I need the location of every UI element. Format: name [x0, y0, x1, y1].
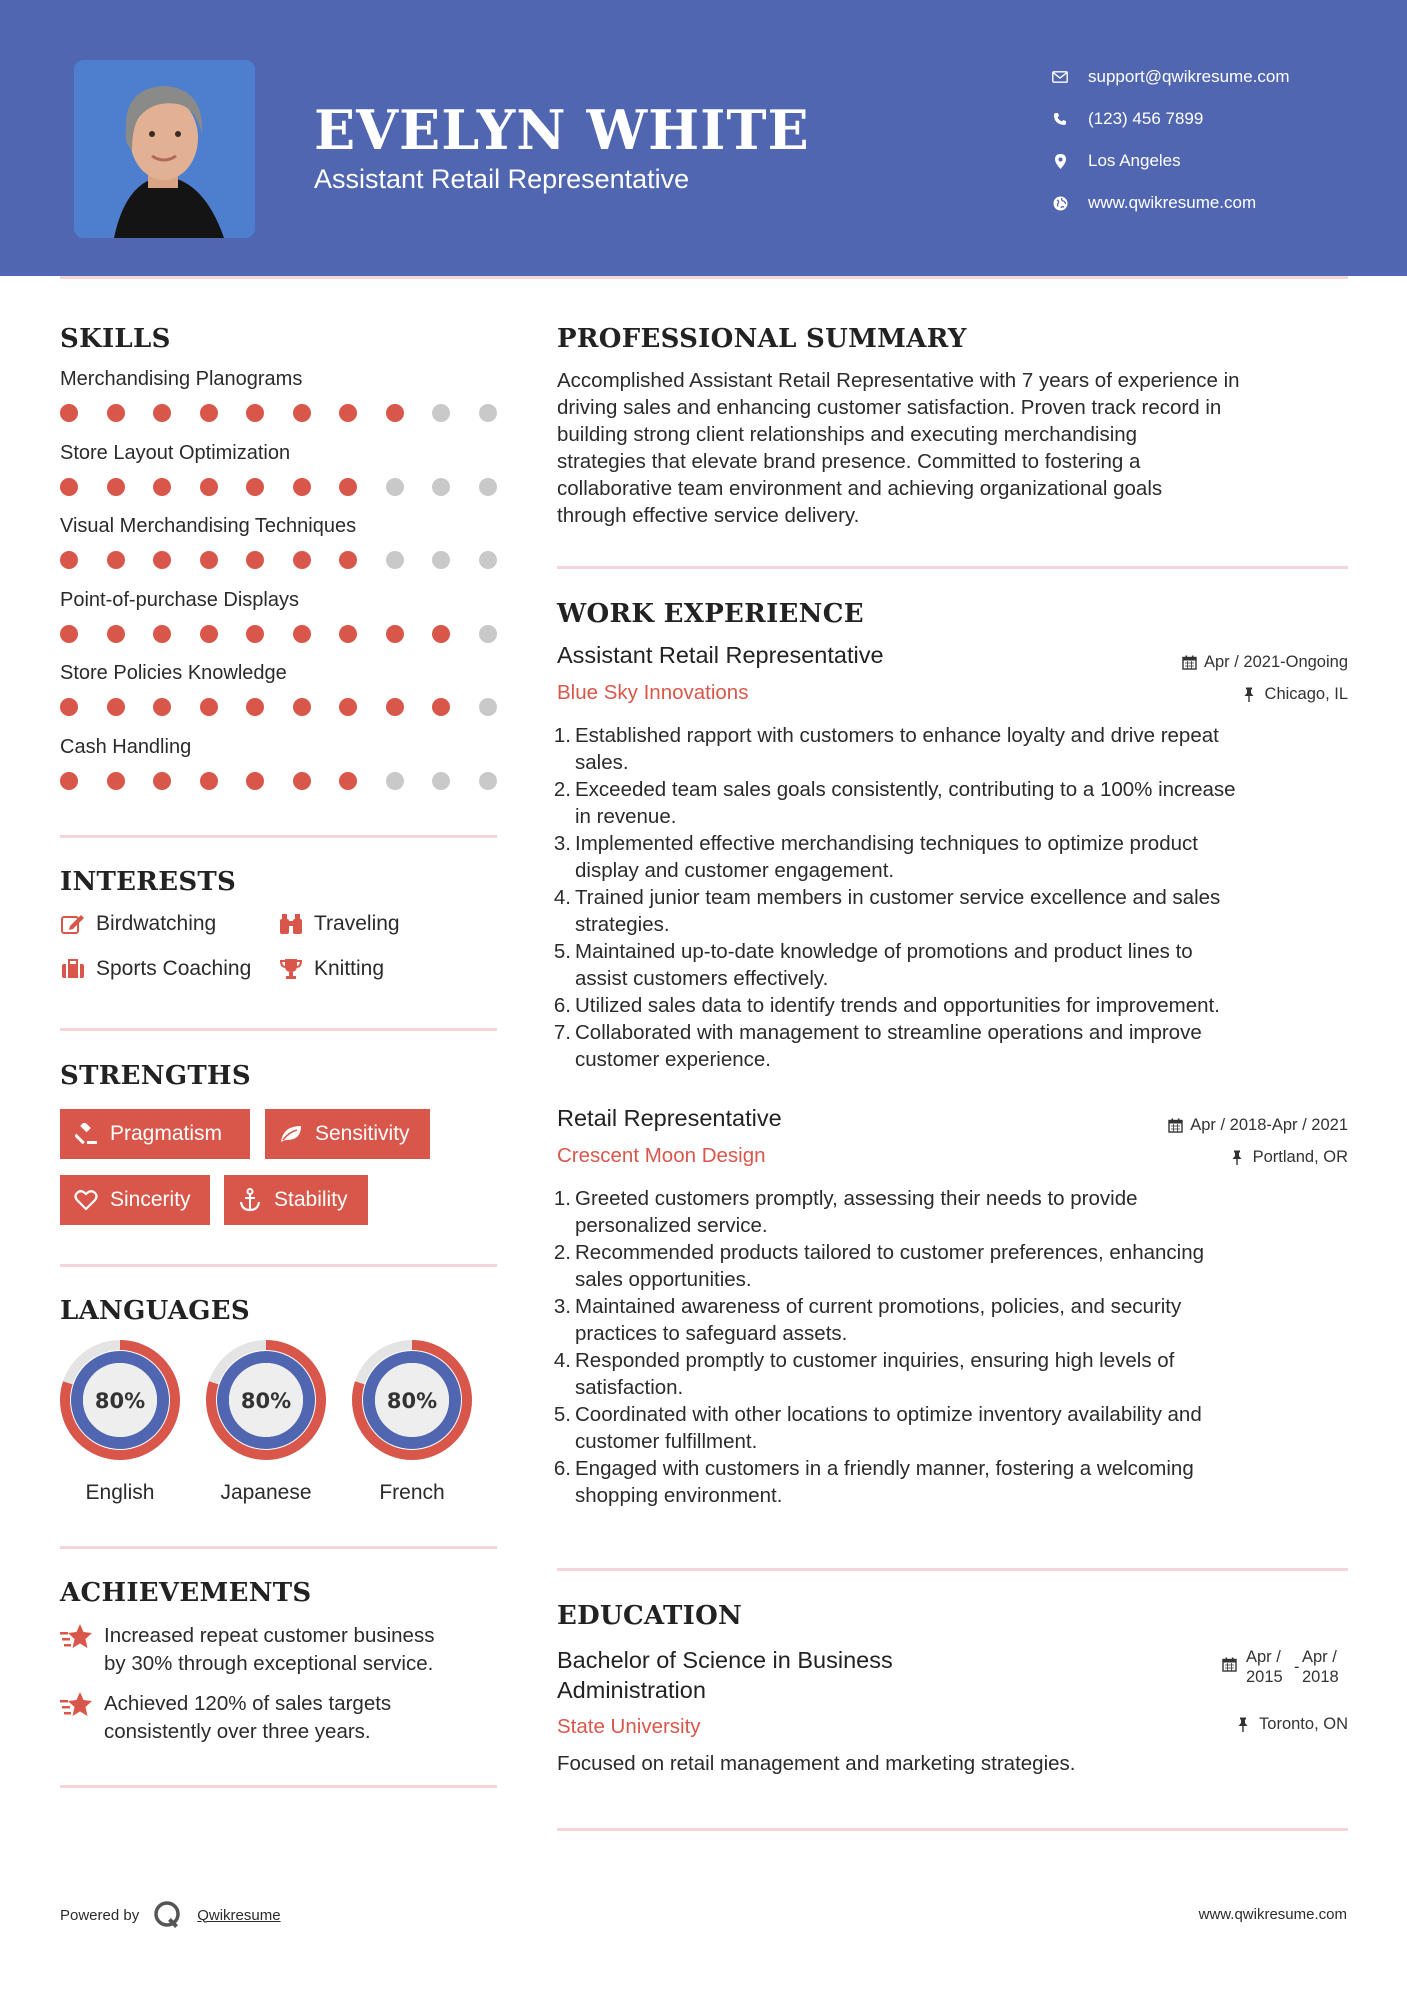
interest-item: [278, 911, 400, 937]
language-donut: [350, 1338, 474, 1462]
job-location: [1231, 1148, 1348, 1167]
education-description: Focused on retail management and marketing strategies.: [557, 1752, 1076, 1775]
header: [0, 0, 1407, 276]
item-number: 4.: [553, 1349, 571, 1372]
contact-list: [1050, 56, 1290, 224]
rating-dot-filled: [293, 478, 311, 496]
responsibility-line: Established rapport with customers to enhance loyalty and drive repeat: [575, 724, 1219, 747]
rating-dot-empty: [432, 772, 450, 790]
item-number: 6.: [553, 994, 571, 1017]
calendar-icon: [1168, 1118, 1184, 1134]
date-part: 2018: [1302, 1668, 1339, 1686]
company-name: Crescent Moon Design: [557, 1144, 766, 1167]
language-item: [350, 1338, 474, 1505]
rating-dot-filled: [200, 551, 218, 569]
rating-dot-filled: [432, 625, 450, 643]
rating-dot-filled: [60, 478, 78, 496]
skill-name: Store Policies Knowledge: [60, 662, 287, 684]
rating-dot-empty: [479, 772, 497, 790]
calendar-icon: [1222, 1657, 1238, 1673]
summary-line: Accomplished Assistant Retail Representative with 7 years of experience in: [557, 369, 1240, 392]
envelope-icon: [1050, 67, 1070, 87]
education-end: [1302, 1647, 1348, 1687]
rating-dot-filled: [60, 551, 78, 569]
rating-dot-empty: [479, 478, 497, 496]
rating-dot-filled: [339, 772, 357, 790]
rating-dot-filled: [60, 404, 78, 422]
rating-dot-filled: [293, 625, 311, 643]
rating-dot-empty: [479, 551, 497, 569]
star-icon: [60, 1690, 94, 1720]
education-location: [1237, 1715, 1348, 1734]
header-divider: [60, 276, 1348, 279]
pushpin-icon: [1237, 1717, 1253, 1733]
rating-dot-filled: [107, 478, 125, 496]
responsibility-line: practices to safeguard assets.: [575, 1322, 848, 1345]
rating-dot-filled: [246, 404, 264, 422]
responsibility-line: Engaged with customers in a friendly manner, fostering a welcoming: [575, 1457, 1194, 1480]
achievement-item: [60, 1690, 391, 1746]
footer-website[interactable]: www.qwikresume.com: [1198, 1906, 1347, 1923]
item-number: 3.: [553, 1295, 571, 1318]
strength-tag: [60, 1109, 250, 1159]
language-name: French: [379, 1481, 445, 1504]
achievement-item: [60, 1622, 434, 1678]
rating-dot-filled: [107, 625, 125, 643]
language-name: English: [85, 1481, 155, 1504]
degree-title: [557, 1645, 893, 1705]
summary-heading: PROFESSIONAL SUMMARY: [557, 324, 967, 354]
responsibility-line: Trained junior team members in customer service excellence and sales: [575, 886, 1221, 909]
language-item: [58, 1338, 182, 1505]
achievement-line: Achieved 120% of sales targets: [104, 1692, 392, 1715]
interest-item: [278, 956, 384, 982]
pencil-square-icon: [60, 911, 86, 937]
responsibility-item: [553, 776, 1348, 830]
strength-label: Sensitivity: [315, 1122, 410, 1145]
responsibility-line: Exceeded team sales goals consistently, contributing to a 100% increase: [575, 778, 1236, 801]
binoculars-icon: [278, 911, 304, 937]
rating-dot-filled: [339, 551, 357, 569]
contact-location: [1050, 140, 1290, 182]
summary-line: through effective service delivery.: [557, 504, 860, 527]
pushpin-icon: [1243, 687, 1259, 703]
responsibility-item: [553, 884, 1348, 938]
rating-dot-filled: [200, 698, 218, 716]
contact-website-text: www.qwikresume.com: [1088, 193, 1257, 212]
contact-website[interactable]: [1050, 182, 1290, 224]
strength-label: Sincerity: [110, 1188, 191, 1211]
interest-label: Traveling: [314, 912, 400, 935]
responsibility-line: sales.: [575, 751, 629, 774]
rating-dot-filled: [339, 625, 357, 643]
responsibility-line: Collaborated with management to streamline operations and improve: [575, 1021, 1202, 1044]
rating-dot-filled: [60, 625, 78, 643]
language-percent: 80%: [94, 1389, 146, 1413]
responsibility-item: [553, 722, 1348, 776]
rating-dot-empty: [432, 551, 450, 569]
interest-label: Sports Coaching: [96, 957, 252, 980]
rating-dot-filled: [339, 478, 357, 496]
responsibility-line: customer experience.: [575, 1048, 771, 1071]
responsibility-line: Implemented effective merchandising techniques to optimize product: [575, 832, 1198, 855]
achievement-line: Increased repeat customer business: [104, 1624, 435, 1647]
rating-dot-filled: [107, 772, 125, 790]
responsibility-line: Recommended products tailored to customer preferences, enhancing: [575, 1241, 1205, 1264]
candidate-role: Assistant Retail Representative: [314, 164, 690, 194]
responsibility-line: Maintained up-to-date knowledge of promotions and product lines to: [575, 940, 1193, 963]
experience-heading: WORK EXPERIENCE: [557, 599, 864, 629]
responsibility-item: [553, 1019, 1348, 1073]
responsibility-item: [553, 1401, 1348, 1455]
heart-icon: [74, 1188, 98, 1212]
rating-dot-filled: [246, 551, 264, 569]
responsibility-item: [553, 1185, 1348, 1239]
section-divider: [60, 1028, 497, 1031]
summary-line: driving sales and enhancing customer satisfaction. Proven track record in: [557, 396, 1222, 419]
skill-rating: [60, 698, 525, 716]
rating-dot-filled: [339, 698, 357, 716]
rating-dot-filled: [246, 772, 264, 790]
job-date-text: Apr / 2018-Apr / 2021: [1190, 1116, 1348, 1134]
rating-dot-filled: [107, 404, 125, 422]
rating-dot-filled: [386, 404, 404, 422]
summary-line: building strong client relationships and executing merchandising: [557, 423, 1138, 446]
item-number: 6.: [553, 1457, 571, 1480]
item-number: 5.: [553, 940, 571, 963]
strength-tag: [224, 1175, 368, 1225]
interest-label: Birdwatching: [96, 912, 217, 935]
education-heading: EDUCATION: [557, 1601, 743, 1631]
responsibility-item: [553, 1293, 1348, 1347]
rating-dot-empty: [386, 772, 404, 790]
rating-dot-filled: [339, 404, 357, 422]
responsibility-item: [553, 938, 1348, 992]
achievement-line: by 30% through exceptional service.: [104, 1652, 434, 1675]
contact-email-text: support@qwikresume.com: [1088, 67, 1290, 86]
briefcase-icon: [60, 956, 86, 982]
school-name: State University: [557, 1715, 701, 1738]
date-part: 2015: [1246, 1668, 1283, 1686]
rating-dot-filled: [293, 551, 311, 569]
rating-dot-filled: [107, 698, 125, 716]
responsibility-line: satisfaction.: [575, 1376, 684, 1399]
leaf-icon: [279, 1122, 303, 1146]
section-divider: [557, 566, 1348, 569]
skill-name: Point-of-purchase Displays: [60, 588, 299, 611]
education-location-text: Toronto, ON: [1259, 1715, 1348, 1733]
rating-dot-empty: [479, 404, 497, 422]
section-divider: [60, 1546, 497, 1549]
rating-dot-filled: [107, 551, 125, 569]
rating-dot-filled: [293, 698, 311, 716]
skill-rating: [60, 772, 525, 790]
rating-dot-filled: [293, 404, 311, 422]
language-name: Japanese: [220, 1481, 312, 1504]
rating-dot-filled: [200, 478, 218, 496]
achievement-line: consistently over three years.: [104, 1720, 371, 1743]
item-number: 2.: [553, 1241, 571, 1264]
responsibility-item: [553, 1239, 1348, 1293]
candidate-name: EVELYN WHITE: [314, 98, 810, 162]
item-number: 7.: [553, 1021, 571, 1044]
language-percent: 80%: [386, 1389, 438, 1413]
responsibility-item: [553, 1347, 1348, 1401]
strength-tag: [265, 1109, 430, 1159]
rating-dot-filled: [153, 698, 171, 716]
qwikresume-link[interactable]: Qwikresume: [197, 1906, 281, 1924]
rating-dot-filled: [200, 772, 218, 790]
map-marker-icon: [1050, 151, 1070, 171]
job-title: Retail Representative: [557, 1105, 782, 1131]
qwikresume-logo-icon: [153, 1900, 183, 1930]
job-location-text: Chicago, IL: [1264, 685, 1348, 703]
responsibility-line: shopping environment.: [575, 1484, 783, 1507]
rating-dot-empty: [386, 478, 404, 496]
rating-dot-filled: [386, 698, 404, 716]
degree-line: Bachelor of Science in Business: [557, 1647, 893, 1673]
responsibility-line: Utilized sales data to identify trends and opportunities for improvement.: [575, 994, 1220, 1017]
job-responsibilities: [553, 722, 1348, 1073]
item-number: 4.: [553, 886, 571, 909]
rating-dot-empty: [432, 478, 450, 496]
pushpin-icon: [1231, 1150, 1247, 1166]
responsibility-line: Coordinated with other locations to optimize inventory availability and: [575, 1403, 1202, 1426]
achievements-heading: ACHIEVEMENTS: [60, 1578, 312, 1608]
strength-label: Pragmatism: [110, 1122, 223, 1145]
interest-item: [60, 956, 251, 982]
footer-powered-by: [60, 1900, 281, 1930]
education-date: [1222, 1647, 1348, 1687]
section-divider: [60, 1264, 497, 1267]
item-number: 5.: [553, 1403, 571, 1426]
job-date-text: Apr / 2021-Ongoing: [1203, 653, 1348, 671]
rating-dot-filled: [153, 772, 171, 790]
responsibility-line: Maintained awareness of current promotions, policies, and security: [575, 1295, 1182, 1318]
rating-dot-empty: [432, 404, 450, 422]
powered-by-text: Powered by: [60, 1906, 140, 1924]
responsibility-line: in revenue.: [575, 805, 677, 828]
rating-dot-filled: [153, 478, 171, 496]
contact-email[interactable]: [1050, 56, 1290, 98]
language-item: [204, 1338, 328, 1505]
rating-dot-empty: [479, 698, 497, 716]
item-number: 3.: [553, 832, 571, 855]
responsibility-line: strategies.: [575, 913, 670, 936]
responsibility-line: Responded promptly to customer inquiries, ensuring high levels of: [575, 1349, 1175, 1372]
rating-dot-filled: [386, 625, 404, 643]
responsibility-line: assist customers effectively.: [575, 967, 829, 990]
rating-dot-filled: [153, 625, 171, 643]
skill-rating: [60, 478, 525, 496]
job-date: [1182, 653, 1348, 672]
section-divider: [60, 835, 497, 838]
job-location-text: Portland, OR: [1252, 1148, 1348, 1166]
skill-name: Cash Handling: [60, 735, 192, 758]
rating-dot-filled: [200, 404, 218, 422]
skill-name: Merchandising Planograms: [60, 368, 303, 390]
rating-dot-filled: [153, 404, 171, 422]
rating-dot-filled: [246, 478, 264, 496]
section-divider: [557, 1568, 1348, 1571]
section-divider: [557, 1828, 1348, 1831]
profile-photo: [74, 60, 255, 238]
rating-dot-filled: [432, 698, 450, 716]
company-name: Blue Sky Innovations: [557, 681, 749, 704]
education-start: [1246, 1647, 1294, 1687]
trophy-icon: [278, 956, 304, 982]
language-donut: [58, 1338, 182, 1462]
skills-heading: SKILLS: [60, 324, 171, 354]
star-icon: [60, 1622, 94, 1652]
globe-icon: [1050, 193, 1070, 213]
job-location: [1243, 685, 1348, 704]
section-divider: [60, 1785, 497, 1788]
responsibility-line: display and customer engagement.: [575, 859, 895, 882]
rating-dot-filled: [246, 698, 264, 716]
item-number: 1.: [553, 1187, 571, 1210]
skill-rating: [60, 404, 525, 422]
language-percent: 80%: [240, 1389, 292, 1413]
anchor-icon: [238, 1188, 262, 1212]
responsibility-item: [553, 992, 1348, 1019]
job-title: Assistant Retail Representative: [557, 642, 884, 668]
strength-tag: [60, 1175, 210, 1225]
languages-heading: LANGUAGES: [60, 1296, 250, 1326]
calendar-icon: [1182, 655, 1198, 671]
skill-name: Store Layout Optimization: [60, 441, 291, 464]
strengths-heading: STRENGTHS: [60, 1061, 251, 1091]
phone-icon: [1050, 109, 1070, 129]
rating-dot-filled: [200, 625, 218, 643]
rating-dot-empty: [479, 625, 497, 643]
summary-line: strategies that elevate brand presence. Committed to fostering a: [557, 450, 1141, 473]
interest-item: [60, 911, 216, 937]
date-part: Apr /: [1302, 1648, 1337, 1666]
responsibility-item: [553, 830, 1348, 884]
contact-phone-text: (123) 456 7899: [1088, 109, 1204, 128]
degree-line: Administration: [557, 1677, 706, 1703]
responsibility-line: personalized service.: [575, 1214, 768, 1237]
rating-dot-empty: [386, 551, 404, 569]
rating-dot-filled: [293, 772, 311, 790]
interest-label: Knitting: [314, 957, 385, 980]
summary-line: collaborative team environment and achieving organizational goals: [557, 477, 1163, 500]
rating-dot-filled: [60, 698, 78, 716]
contact-location-text: Los Angeles: [1088, 151, 1181, 170]
summary-text: [557, 367, 1348, 529]
contact-phone[interactable]: [1050, 98, 1290, 140]
job-date: [1168, 1116, 1348, 1135]
responsibility-line: Greeted customers promptly, assessing their needs to provide: [575, 1187, 1138, 1210]
item-number: 2.: [553, 778, 571, 801]
skill-rating: [60, 625, 525, 643]
rating-dot-filled: [60, 772, 78, 790]
job-responsibilities: [553, 1185, 1348, 1509]
skill-rating: [60, 551, 525, 569]
skill-name: Visual Merchandising Techniques: [60, 515, 357, 537]
responsibility-line: customer fulfillment.: [575, 1430, 758, 1453]
rating-dot-filled: [153, 551, 171, 569]
gavel-icon: [74, 1122, 98, 1146]
responsibility-item: [553, 1455, 1348, 1509]
date-part: Apr /: [1246, 1648, 1281, 1666]
interests-heading: INTERESTS: [60, 867, 237, 897]
date-dash: -: [1294, 1658, 1300, 1676]
responsibility-line: sales opportunities.: [575, 1268, 752, 1291]
strength-label: Stability: [274, 1188, 348, 1211]
rating-dot-filled: [246, 625, 264, 643]
item-number: 1.: [553, 724, 571, 747]
language-donut: [204, 1338, 328, 1462]
